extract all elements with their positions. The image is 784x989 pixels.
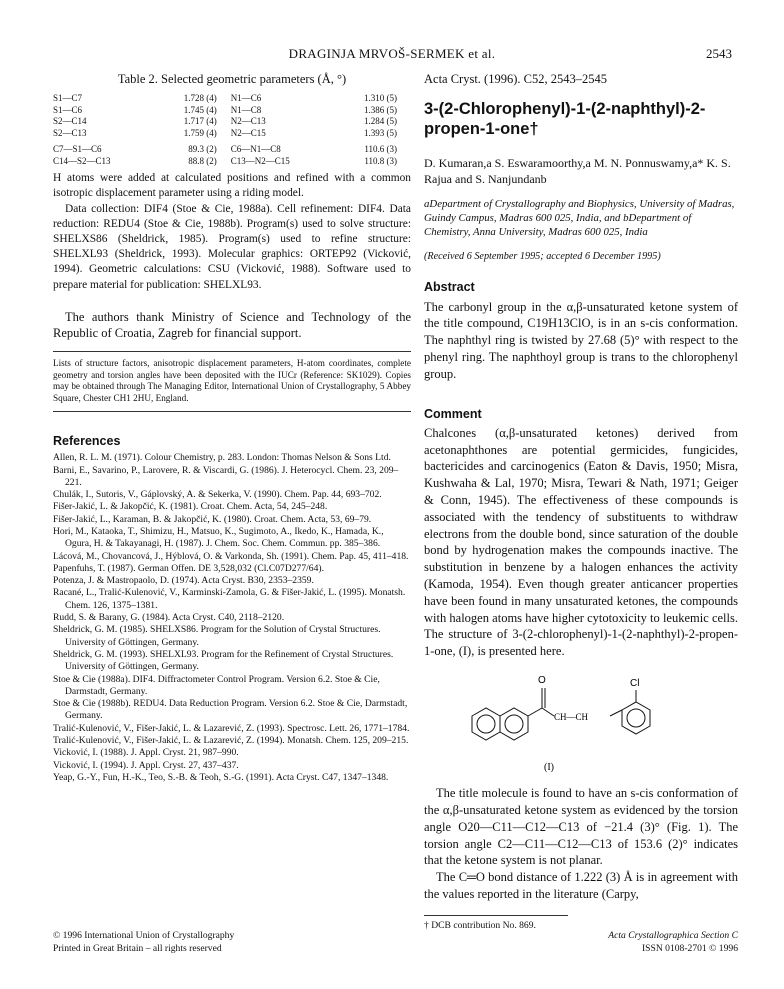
table-cell-value: 1.310 (5) <box>364 93 397 104</box>
reference-item: Stoe & Cie (1988b). REDU4. Data Reduction Program. Version 6.2. Stoe & Cie, Darmstadt, Germany. <box>53 698 408 722</box>
naphthalene-ring-left <box>472 708 500 740</box>
reference-item: Barni, E., Savarino, P., Larovere, R. & Viscardi, G. (1986). J. Heterocycl. Chem. 23, 209–221. <box>53 464 399 488</box>
running-header <box>0 46 784 66</box>
reference-item: Fišer-Jakić, L., Karaman, B. & Jakopčić, K. (1980). Croat. Chem. Acta, 53, 69–79. <box>53 513 372 525</box>
abstract-heading: Abstract <box>424 280 475 295</box>
authors: D. Kumaran,a S. Eswaramoorthy,a M. N. Ponnuswamy,a* K. S. Rajua and S. Nanjundanb <box>424 156 731 187</box>
footnote: † DCB contribution No. 869. <box>424 919 536 931</box>
table-row <box>53 156 411 168</box>
bond-carbonyl-chain <box>542 708 554 716</box>
chlorine-label: Cl <box>630 677 640 689</box>
table-cell-value: 89.3 (2) <box>188 144 217 155</box>
reference-item: Hori, M., Kataoka, T., Shimizu, H., Matsuo, K., Sugimoto, A., Ikedo, K., Hamada, K., Ogura, H. & Takayanagi, H. (1987). J. Chem. Soc. Chem. Commun. pp. 385–386. <box>53 526 384 550</box>
page-number: 2543 <box>706 46 732 61</box>
table-cell-value: 110.8 (3) <box>364 155 397 166</box>
left-column <box>53 72 411 784</box>
journal-section: Acta Crystallographica Section C <box>608 930 738 941</box>
table-row <box>53 128 411 140</box>
comment-heading: Comment <box>424 406 482 421</box>
data-collection-paragraph: Data collection: DIF4 (Stoe & Cie, 1988a). Cell refinement: DIF4. Data reduction: REDU4 (Stoe & Cie, 1988b). Program(s) used to solve structure: SHELXS86 (Sheldrick, 1985). Program(s) used to refine structure: SHELXL93 (Sheldrick, 1993). Molecular graphics: ORTEP92 (Vicković, 1994). Geometric calculations: CSU (Vicković, 1988). Software used to prepare material for publication: SHELXL93. <box>53 202 411 291</box>
table-cell-atoms: C14—S2—C13 <box>53 155 111 166</box>
abstract-text: The carbonyl group in the α,β-unsaturated ketone system of the title compound, C19H13ClO, is in an s-cis conformation. The naphthyl ring is twisted by 27.68 (5)° with respect to the phenyl ring. The naphthoyl group is trans to the chlorophenyl group. <box>424 299 738 381</box>
right-column <box>424 72 738 932</box>
aromatic-circle-right <box>505 715 523 733</box>
deposition-note: Lists of structure factors, anisotropic displacement parameters, H-atom coordinates, complete geometry and torsion angles have been deposited with the IUCr (Reference: SK1029). Copies may be obtained through The Managing Editor, International Union of Crystallography, 5 Abbey Square, Chester CH1 2HU, England. <box>53 357 411 404</box>
article-title: 3-(2-Chlorophenyl)-1-(2-naphthyl)-2-propen-1-one† <box>424 100 706 139</box>
footnote-rule <box>424 915 568 916</box>
reference-item: Stoe & Cie (1988a). DIF4. Diffractometer Control Program. Version 6.2. Stoe & Cie, Darmstadt, Germany. <box>53 673 380 697</box>
journal-citation: Acta Cryst. (1996). C52, 2543–2545 <box>424 72 607 86</box>
references-heading: References <box>53 434 121 449</box>
reference-list <box>53 452 411 784</box>
table-cell-value: 1.393 (5) <box>364 127 397 138</box>
reference-item: Vicković, I. (1994). J. Appl. Cryst. 27, 437–437. <box>53 759 239 771</box>
reference-item: Tralić-Kulenović, V., Fišer-Jakić, L. & Lazarević, Z. (1994). Monatsh. Chem. 125, 209–215. <box>53 735 409 747</box>
table-cell-value: 1.759 (4) <box>183 127 217 138</box>
chain-label: CH—CH <box>554 711 589 722</box>
geometry-table <box>53 93 411 167</box>
bond-naphthyl-carbonyl <box>528 708 542 716</box>
issn-line: ISSN 0108-2701 © 1996 <box>641 942 738 954</box>
table-row <box>53 93 411 105</box>
table-cell-atoms: N1—C6 <box>230 93 262 104</box>
received-dates: (Received 6 September 1995; accepted 6 December 1995) <box>424 251 661 263</box>
running-title: DRAGINJA MRVOŠ-SERMEK et al. <box>288 46 496 61</box>
table-cell-atoms: S1—C7 <box>53 93 83 104</box>
table-cell-atoms: N2—C13 <box>230 116 266 127</box>
reference-item: Rudd, S. & Barany, G. (1984). Acta Cryst. C40, 2118–2120. <box>53 612 285 624</box>
phenyl-ring <box>622 702 650 734</box>
naphthalene-ring-right <box>500 708 528 740</box>
table-row <box>53 105 411 117</box>
table-cell-atoms: S2—C14 <box>53 116 87 127</box>
table-cell-atoms: N2—C15 <box>230 127 266 138</box>
table-cell-atoms: C6—N1—C8 <box>230 144 281 155</box>
reference-item: Vicković, I. (1988). J. Appl. Cryst. 21, 987–990. <box>53 747 239 759</box>
bond-chain-phenyl <box>610 710 622 716</box>
oxygen-label: O <box>538 674 546 686</box>
comment-text: Chalcones (α,β-unsaturated ketones) derived from acetonaphthones are potential germicides, fungicides, bactericides and carcinogenics (Eaton & Davis, 1950; Misra, Kushwaha & Lal, 1970; Misra, Tewari & Nath, 1971; Geiger & Conn, 1945). The effectiveness of these compounds is associated with the tendency of substituents to withdraw electrons from the double bond, since saturation of the double bond by hydrogenation makes the compounds inactive. The substitution in benzene by a halogen enhances the activity (Kamoda, 1954). Even though greater anticancer properties have been found in many unsaturated ketones, the compounds with halogen atoms have higher cytotoxicity to leukemic cells. The structure of 3-(2-chlorophenyl)-1-(2-naphthyl)-2-propen-1-one, (I), is presented here. <box>424 425 738 659</box>
acknowledgements: The authors thank Ministry of Science and Technology of the Republic of Croatia, Zagreb for financial support. <box>53 309 411 340</box>
table-row <box>53 116 411 128</box>
table-cell-atoms: N1—C8 <box>230 104 262 115</box>
table-cell-value: 1.745 (4) <box>183 104 217 115</box>
reference-item: Fišer-Jakić, L. & Jakopčić, K. (1981). Croat. Chem. Acta, 54, 245–248. <box>53 501 328 513</box>
chemical-structure-diagram <box>424 666 738 776</box>
reference-item: Allen, R. L. M. (1971). Colour Chemistry, p. 283. London: Thomas Nelson & Sons Ltd. <box>53 452 391 464</box>
conformation-paragraph: The title molecule is found to have an s-cis conformation of the α,β-unsaturated ketone system as evidenced by the torsion angle O20—C11—C12—C13 of −21.4 (3)° (Fig. 1). The torsion angle C2—C11—C12—C13 of 153.6 (2)° indicates that the ketone system is not planar. <box>424 786 738 868</box>
printed-line: Printed in Great Britain – all rights reserved <box>53 942 222 954</box>
table-cell-value: 1.728 (4) <box>183 93 217 104</box>
table-caption: Table 2. Selected geometric parameters (Å, °) <box>117 72 347 86</box>
footer-journal <box>608 930 738 955</box>
footer-copyright <box>53 930 234 955</box>
table-cell-atoms: C7—S1—C6 <box>53 144 102 155</box>
table-cell-atoms: S1—C6 <box>53 104 83 115</box>
table-cell-value: 110.6 (3) <box>364 144 397 155</box>
h-atoms-paragraph: H atoms were added at calculated positions and refined with a common isotropic displacement parameter using a riding model. <box>53 172 411 200</box>
bond-distance-paragraph: The C═O bond distance of 1.222 (3) Å is in agreement with the values reported in the literature (Carpy, <box>424 870 738 901</box>
table-cell-value: 1.717 (4) <box>183 116 217 127</box>
affiliations: aDepartment of Crystallography and Biophysics, University of Madras, Guindy Campus, Madras 600 025, India, and bDepartment of Chemistry, Anna University, Madras 600 025, India <box>424 198 735 239</box>
table-cell-value: 1.284 (5) <box>364 116 397 127</box>
reference-item: Lácová, M., Chovancová, J., Hýblová, O. & Varkonda, Sh. (1991). Chem. Pap. 45, 411–418. <box>53 550 409 562</box>
reference-item: Tralić-Kulenović, V., Fišer-Jakić, L. & Lazarević, Z. (1993). Spectrosc. Lett. 26, 1771–1784. <box>53 722 410 734</box>
reference-item: Potenza, J. & Mastropaolo, D. (1974). Acta Cryst. B30, 2353–2359. <box>53 575 314 587</box>
compound-label: (I) <box>544 761 554 773</box>
table-row <box>53 139 411 156</box>
table-cell-atoms: S2—C13 <box>53 127 87 138</box>
reference-item: Papenfuhs, T. (1987). German Offen. DE 3,528,032 (Cl.C07D277/64). <box>53 562 324 574</box>
reference-item: Racané, L., Tralić-Kulenović, V., Karminski-Zamola, G. & Fišer-Jakić, L. (1995). Monatsh. Chem. 126, 1375–1381. <box>53 587 406 611</box>
reference-item: Sheldrick, G. M. (1985). SHELXS86. Program for the Solution of Crystal Structures. University of Göttingen, Germany. <box>53 624 381 648</box>
table-cell-value: 1.386 (5) <box>364 104 397 115</box>
table-cell-atoms: C13—N2—C15 <box>230 155 290 166</box>
aromatic-circle-phenyl <box>627 709 645 727</box>
reference-item: Yeap, G.-Y., Fun, H.-K., Teo, S.-B. & Teoh, S.-G. (1991). Acta Cryst. C47, 1347–1348. <box>53 771 389 783</box>
reference-item: Chulák, I., Sutoris, V., Gáplovský, A. & Sekerka, V. (1990). Chem. Pap. 44, 693–702. <box>53 489 382 501</box>
aromatic-circle-left <box>477 715 495 733</box>
table-cell-value: 88.8 (2) <box>188 155 217 166</box>
copyright-line: © 1996 International Union of Crystallography <box>53 930 235 941</box>
reference-item: Sheldrick, G. M. (1993). SHELXL93. Program for the Refinement of Crystal Structures. University of Göttingen, Germany. <box>53 648 394 673</box>
divider <box>53 351 411 352</box>
divider <box>53 411 411 412</box>
